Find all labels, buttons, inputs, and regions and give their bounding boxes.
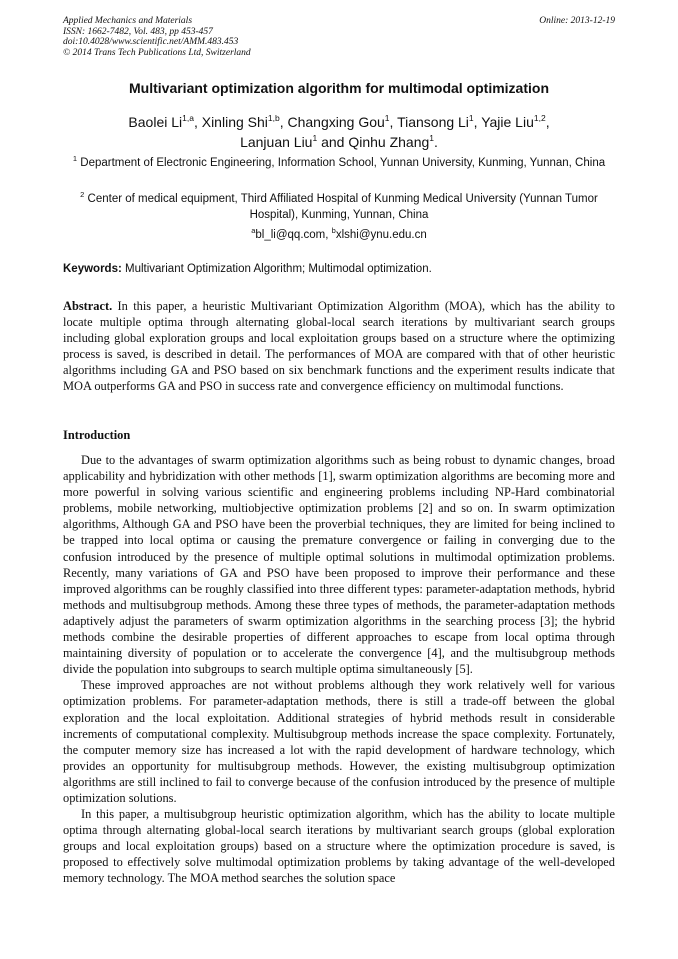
email-mark-b: b	[331, 226, 336, 235]
affiliation-1	[58, 156, 620, 172]
author-name: Lanjuan Liu	[240, 134, 313, 150]
affiliation-2	[58, 192, 620, 223]
author-separator: ,	[193, 114, 202, 130]
author-affiliation-mark: 1,b	[267, 113, 280, 123]
email-b[interactable]: xlshi@ynu.edu.cn	[335, 229, 427, 241]
author-separator: ,	[279, 114, 288, 130]
author-separator: ,	[389, 114, 398, 130]
author-name: Changxing Gou	[287, 114, 385, 130]
abstract	[63, 298, 615, 395]
publication-header	[63, 16, 615, 58]
email-separator: ,	[325, 229, 332, 241]
author-affiliation-mark: 1	[468, 113, 474, 123]
author-name: Yajie Liu	[481, 114, 534, 130]
author-affiliation-mark: 1	[429, 133, 435, 143]
author-emails	[58, 226, 620, 241]
author-separator: .	[434, 134, 438, 150]
paper-title: Multivariant optimization algorithm for multimodal optimization	[129, 80, 549, 96]
affiliation-text: Center of medical equipment, Third Affiliated Hospital of Kunming Medical University (Yunnan Tumor Hospital), Kunming, Yunnan, China	[87, 193, 598, 221]
online-date: Online: 2013-12-19	[539, 16, 615, 26]
author-separator: ,	[545, 114, 550, 130]
keywords	[63, 263, 615, 275]
copyright-line: © 2014 Trans Tech Publications Ltd, Switzerland	[63, 47, 251, 58]
author-name: Xinling Shi	[201, 114, 268, 130]
email-a[interactable]: bl_li@qq.com	[255, 229, 326, 241]
affiliation-number: 2	[80, 190, 85, 199]
doi-line[interactable]: doi:10.4028/www.scientific.net/AMM.483.453	[63, 37, 239, 48]
paragraph: These improved approaches are not without problems although they work relatively well for various optimization problems. For parameter-adaptation methods, there is still a trade-off between the global exploration and the local exploitation. Additional strategies of hybrid methods result in considerable increments of computational complexity. Multisubgroup methods increase the space complexity. Fortunately, the computer memory size has increased a lot with the rapid development of hardware technology, which provides an opportunity for multisubgroup methods. However, the existing multisubgroup optimization algorithms are still inclined to fail to converge because of the confusion introduced by the presence of multiple optimization solutions.	[63, 678, 615, 805]
paragraph: Due to the advantages of swarm optimization algorithms such as being robust to dynamic changes, broad applicability and hybridization with other methods [1], swarm optimization algorithms are becoming more and more powerful in solving various scientific and engineering problems including NP-Hard combinatorial problems, mobile networking, multiobjective optimization problems [2] and so on. In swarm optimization algorithms, Although GA and PSO have been the proverbial techniques, they are limited for being inclined to be trapped into local optima or causing the premature convergence or failing in converging due to the confusion introduced by the presence of multiple optimal solutions in multimodal optimization problems. Recently, many variations of GA and PSO have been proposed to improve their performance and these improved algorithms can be roughly classified into three different types: parameter-adaptation methods, hybrid methods and multisubgroup methods. Among these three types of methods, the parameter-adaptation methods adaptively adjust the parameters of swarm optimization algorithms in the searching process [3]; the hybrid methods combine the desirable properties of different approaches to escape from local optima through maintaining diversity of population or to accelerate the convergence [4], and the multisubgroup methods divide the population into subgroups to search multiple optima simultaneously [5].	[63, 453, 615, 677]
paragraph: In this paper, a multisubgroup heuristic optimization algorithm, which has the ability to locate multiple optima through alternating global-local search iterations by multivariant search groups (global exploration groups and local exploitation groups) based on a structure where the optimization procedure is saved, is proposed to effectively solve multimodal optimization problems by taking advantage of the well-developed memory technology. The MOA method searches the solution space	[63, 807, 615, 886]
author-affiliation-mark: 1	[312, 133, 318, 143]
author-affiliation-mark: 1	[384, 113, 390, 123]
email-mark-a: a	[251, 226, 256, 235]
journal-name: Applied Mechanics and Materials	[63, 16, 193, 26]
author-separator: ,	[473, 114, 482, 130]
author-affiliation-mark: 1,2	[533, 113, 546, 123]
affiliation-number: 1	[72, 154, 78, 163]
issn-line: ISSN: 1662-7482, Vol. 483, pp 453-457	[63, 26, 213, 37]
author-name: Baolei Li	[128, 114, 183, 130]
introduction-body	[63, 452, 615, 887]
abstract-text: In this paper, a heuristic Multivariant Optimization Algorithm (MOA), which has the ability to locate multiple optima through alternating global-local search iterations by multivariant search groups including global exploration groups and local exploitation groups based on a structure where the optimizing process is saved, is described in detail. The performances of MOA are compared with that of other heuristic algorithms including GA and PSO based on six benchmark functions and the experiment results indicate that MOA outperforms GA and PSO in success rate and convergence efficiency on multimodal functions.	[63, 299, 615, 394]
affiliation-text: Department of Electronic Engineering, Information School, Yunnan University, Kunming, Yunnan, China	[80, 157, 606, 169]
abstract-label: Abstract.	[63, 299, 113, 313]
keywords-label: Keywords:	[63, 263, 122, 275]
author-list	[60, 112, 618, 152]
author-name: Tiansong Li	[397, 114, 469, 130]
section-heading-introduction: Introduction	[63, 428, 131, 442]
author-separator: and	[317, 134, 349, 150]
author-affiliation-mark: 1,a	[182, 113, 194, 123]
keywords-text: Multivariant Optimization Algorithm; Multimodal optimization.	[125, 263, 432, 275]
author-name: Qinhu Zhang	[348, 134, 430, 150]
